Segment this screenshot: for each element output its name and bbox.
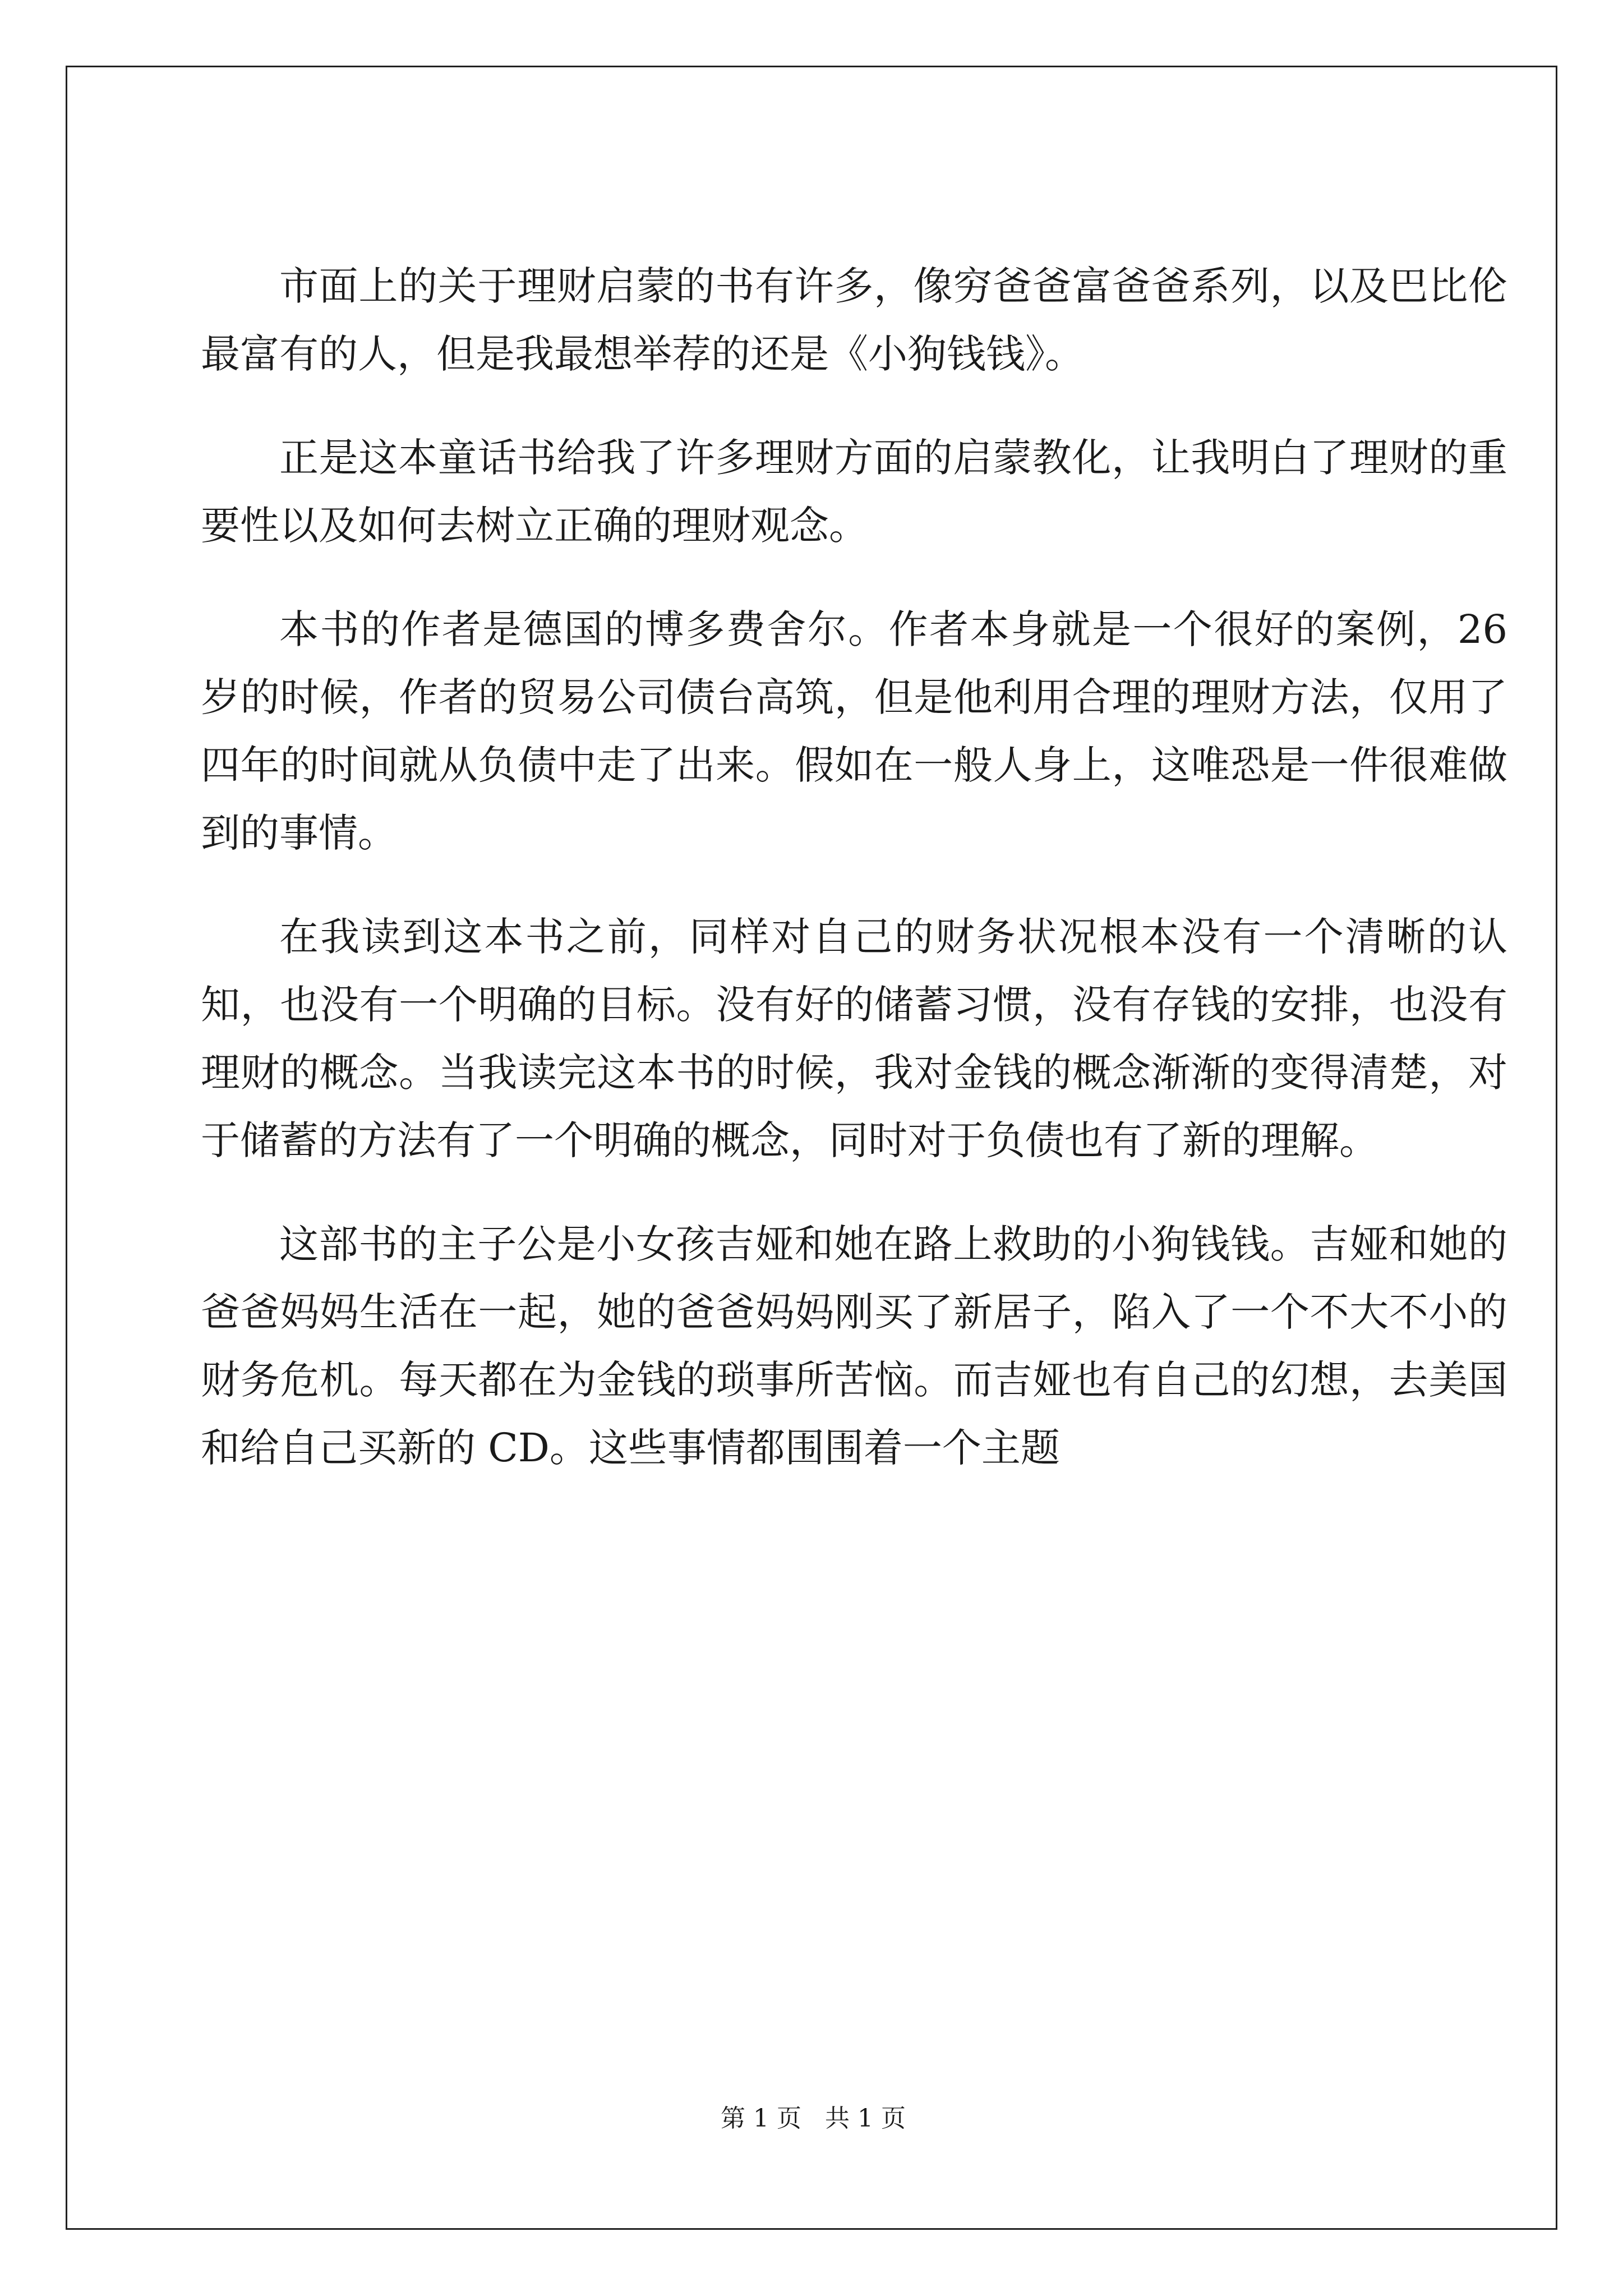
page-frame: [66, 66, 1557, 2230]
paragraph: 本书的作者是德国的博多费舍尔。作者本身就是一个很好的案例，26 岁的时候，作者的贸易公司债台高筑，但是他利用合理的理财方法，仅用了四年的时间就从负债中走了出来。假如在一般人身上，这唯恐是一件很难做到的事情。: [201, 606, 1507, 856]
paragraph: 在我读到这本书之前，同样对自己的财务状况根本没有一个清晰的认知，也没有一个明确的目标。没有好的储蓄习惯，没有存钱的安排，也没有理财的概念。当我读完这本书的时候，我对金钱的概念渐渐的变得清楚，对于储蓄的方法有了一个明确的概念，同时对于负债也有了新的理解。: [201, 914, 1507, 1163]
paragraph: 正是这本童话书给我了许多理财方面的启蒙教化，让我明白了理财的重要性以及如何去树立正确的理财观念。: [201, 435, 1507, 549]
document-body: [201, 252, 1507, 1518]
paragraph: 市面上的关于理财启蒙的书有许多，像穷爸爸富爸爸系列，以及巴比伦最富有的人，但是我最想举荐的还是《小狗钱钱》。: [201, 263, 1507, 377]
paragraph: 这部书的主子公是小女孩吉娅和她在路上救助的小狗钱钱。吉娅和她的爸爸妈妈生活在一起，她的爸爸妈妈刚买了新居子，陷入了一个不大不小的财务危机。每天都在为金钱的琐事所苦恼。而吉娅也有自己的幻想，去美国和给自己买新的 CD。这些事情都围围着一个主题: [201, 1221, 1507, 1471]
page-footer: 第 1 页 共 1 页: [721, 2104, 906, 2133]
